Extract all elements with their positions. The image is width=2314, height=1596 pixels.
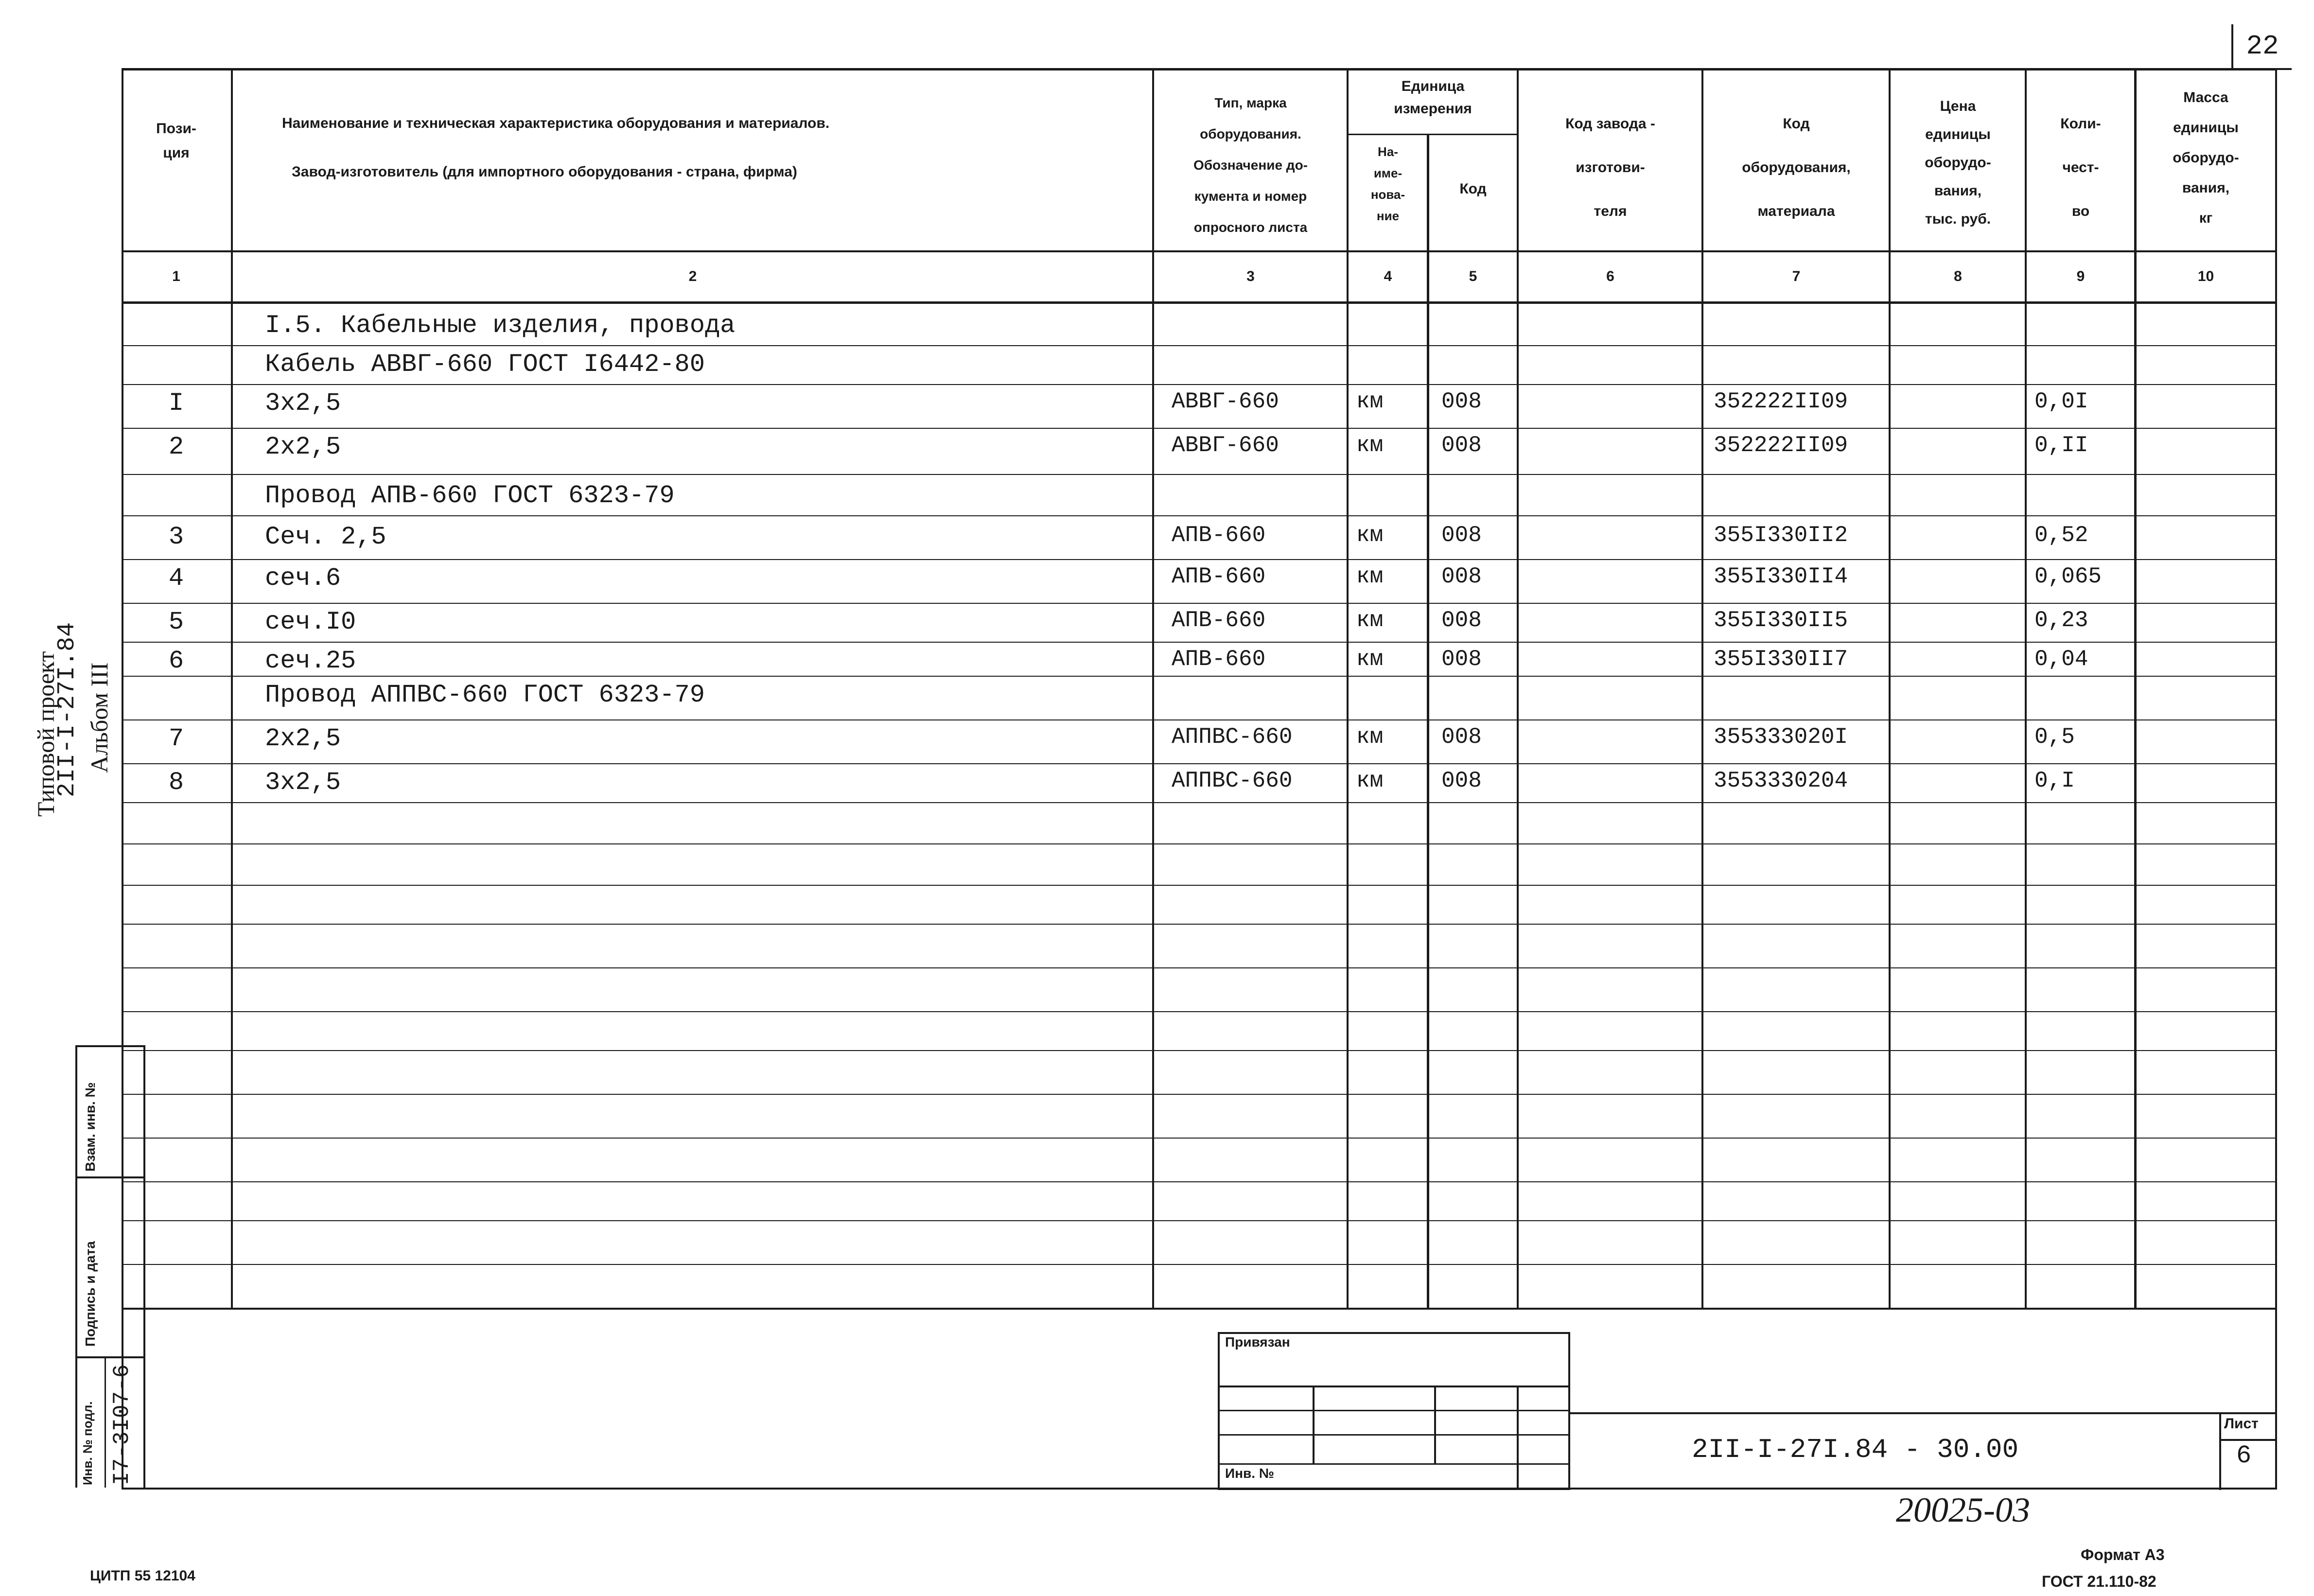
cell-name: сеч.6	[265, 564, 341, 593]
header-position: Пози- ция	[156, 121, 196, 161]
cell-name: 3х2,5	[265, 389, 341, 418]
colnum-9: 9	[2076, 268, 2085, 284]
cell-equipment-code: 355I330II4	[1714, 564, 1848, 589]
cell-unit-code: 008	[1441, 724, 1482, 750]
row-rule	[122, 843, 2275, 844]
side-label-vzam: Взам. инв. №	[83, 1082, 98, 1172]
cell-position: I	[168, 389, 184, 418]
cell-name: Сеч. 2,5	[265, 523, 386, 551]
row-rule	[122, 802, 2275, 803]
header-unit-code: Код	[1459, 181, 1487, 197]
colnum-3: 3	[1246, 268, 1255, 284]
side-strip-top	[75, 1045, 143, 1047]
cell-equipment-code: 352222II09	[1714, 389, 1848, 414]
row-rule	[122, 428, 2275, 429]
cell-position: 3	[168, 523, 184, 551]
side-project-line2: 2II-I-27I.84	[53, 622, 81, 797]
col-line-8	[2025, 68, 2027, 1308]
unit-subheader-rule	[1347, 134, 1517, 135]
stamp-vrule-2	[1434, 1386, 1436, 1463]
cell-type: АППВС-660	[1172, 724, 1293, 750]
cell-equipment-code: 355I330II2	[1714, 523, 1848, 548]
cell-name: 2х2,5	[265, 433, 341, 461]
cell-name: сеч.25	[265, 647, 356, 675]
row-rule	[122, 885, 2275, 886]
cell-quantity: 0,I	[2034, 768, 2075, 793]
row-rule	[122, 1050, 2275, 1051]
cell-unit: км	[1356, 608, 1384, 633]
side-label-inv-podl: Инв. № подл.	[80, 1401, 95, 1485]
cell-unit-code: 008	[1441, 433, 1482, 458]
header-quantity: Коли- чест- во	[2060, 116, 2101, 219]
cell-unit: км	[1356, 647, 1384, 672]
cell-name: I.5. Кабельные изделия, провода	[265, 311, 736, 340]
header-plant-code: Код завода - изготови- теля	[1565, 116, 1655, 219]
cell-name: сеч.I0	[265, 608, 356, 636]
row-rule	[122, 719, 2275, 720]
row-rule	[122, 1011, 2275, 1012]
colnum-10: 10	[2197, 268, 2214, 284]
header-unit-name: На- име- нова- ние	[1370, 144, 1405, 223]
cell-name: 2х2,5	[265, 724, 341, 753]
cell-name: Кабель АВВГ-660 ГОСТ I6442-80	[265, 350, 705, 379]
colnum-7: 7	[1792, 268, 1801, 284]
cell-equipment-code: 355I330II5	[1714, 608, 1848, 633]
colnum-6: 6	[1606, 268, 1614, 284]
cell-position: 7	[168, 724, 184, 753]
cell-unit-code: 008	[1441, 523, 1482, 548]
cell-unit-code: 008	[1441, 389, 1482, 414]
cell-quantity: 0,04	[2034, 647, 2088, 672]
colnum-2: 2	[688, 268, 697, 284]
cell-unit-code: 008	[1441, 768, 1482, 793]
frame-right-border	[2275, 68, 2277, 1488]
row-rule	[122, 474, 2275, 475]
row-rule	[122, 603, 2275, 604]
page-number-box	[2231, 24, 2292, 70]
cell-type: АВВГ-660	[1172, 433, 1279, 458]
cell-name: 3х2,5	[265, 768, 341, 797]
cell-unit-code: 008	[1441, 608, 1482, 633]
row-rule	[122, 1308, 2275, 1310]
header-unit: Единица измерения	[1394, 78, 1472, 117]
cell-unit: км	[1356, 724, 1384, 750]
row-rule	[122, 1220, 2275, 1221]
footer-left: ЦИТП 55 12104	[90, 1568, 195, 1584]
row-rule	[122, 1094, 2275, 1095]
row-rule	[122, 345, 2275, 346]
cell-unit: км	[1356, 523, 1384, 548]
cell-position: 2	[168, 433, 184, 461]
stamp-sheet-value: 6	[2236, 1441, 2252, 1470]
cell-quantity: 0,0I	[2034, 389, 2088, 414]
row-rule	[122, 1264, 2275, 1265]
cell-quantity: 0,52	[2034, 523, 2088, 548]
row-rule	[122, 924, 2275, 925]
header-name-line2: Завод-изготовитель (для импортного оборудования - страна, фирма)	[292, 164, 797, 180]
header-bottom-rule	[122, 250, 2275, 252]
colnum-bottom-rule	[122, 301, 2275, 304]
row-rule	[122, 642, 2275, 643]
col-line-5	[1517, 68, 1519, 1308]
col-line-6	[1701, 68, 1703, 1308]
cell-equipment-code: 352222II09	[1714, 433, 1848, 458]
colnum-4: 4	[1384, 268, 1392, 284]
col-line-4	[1427, 134, 1429, 1308]
cell-position: 4	[168, 564, 184, 593]
cell-position: 8	[168, 768, 184, 797]
table-top-border	[122, 68, 2275, 70]
stamp-inv-no: Инв. №	[1225, 1466, 1275, 1481]
row-rule	[122, 559, 2275, 560]
cell-name: Провод АПВ-660 ГОСТ 6323-79	[265, 481, 675, 510]
cell-position: 6	[168, 647, 184, 675]
cell-equipment-code: 355333020I	[1714, 724, 1848, 750]
col-line-7	[1889, 68, 1891, 1308]
side-strip-div1	[75, 1176, 143, 1178]
header-price: Цена единицы оборудо- вания, тыс. руб.	[1925, 98, 1991, 227]
handwritten-number: 20025-03	[1896, 1491, 2030, 1529]
cell-unit: км	[1356, 564, 1384, 589]
colnum-1: 1	[172, 268, 180, 284]
cell-unit: км	[1356, 768, 1384, 793]
stamp-doc-code: 2II-I-27I.84 - 30.00	[1692, 1434, 2019, 1465]
cell-type: АВВГ-660	[1172, 389, 1279, 414]
cell-quantity: 0,23	[2034, 608, 2088, 633]
cell-type: АППВС-660	[1172, 768, 1293, 793]
header-name-line1: Наименование и техническая характеристика оборудования и материалов.	[282, 115, 830, 131]
row-rule	[122, 515, 2275, 516]
cell-equipment-code: 355I330II7	[1714, 647, 1848, 672]
side-strip-right	[143, 1045, 145, 1488]
cell-type: АПВ-660	[1172, 608, 1266, 633]
stamp-vrule-3	[1517, 1386, 1519, 1490]
row-rule	[122, 1138, 2275, 1139]
cell-type: АПВ-660	[1172, 647, 1266, 672]
side-strip-mid	[105, 1356, 106, 1488]
side-inv-value: I7-3I07-6	[109, 1364, 135, 1485]
header-mass: Масса единицы оборудо- вания, кг	[2173, 89, 2239, 226]
side-strip-left	[75, 1045, 77, 1488]
side-label-podpis: Подпись и дата	[83, 1241, 98, 1347]
footer-gost: ГОСТ 21.110-82	[2042, 1573, 2156, 1590]
stamp-top-rule	[1570, 1412, 2275, 1414]
row-rule	[122, 384, 2275, 385]
colnum-5: 5	[1469, 268, 1477, 284]
row-rule	[122, 967, 2275, 968]
footer-format: Формат А3	[2081, 1546, 2165, 1563]
col-line-9	[2134, 68, 2137, 1308]
cell-type: АПВ-660	[1172, 564, 1266, 589]
cell-position: 5	[168, 608, 184, 636]
cell-unit: км	[1356, 389, 1384, 414]
colnum-8: 8	[1954, 268, 1962, 284]
row-rule	[122, 676, 2275, 677]
stamp-sheet-label: Лист	[2224, 1416, 2259, 1432]
cell-equipment-code: 3553330204	[1714, 768, 1848, 793]
cell-quantity: 0,II	[2034, 433, 2088, 458]
cell-quantity: 0,065	[2034, 564, 2102, 589]
stamp-sheet-rule	[2219, 1439, 2275, 1441]
col-line-2	[1152, 68, 1154, 1308]
row-rule	[122, 763, 2275, 764]
stamp-privyazan: Привязан	[1225, 1334, 1290, 1350]
col-line-3	[1347, 68, 1349, 1308]
header-type: Тип, марка оборудования. Обозначение до- кумента и номер опросного листа	[1193, 95, 1308, 235]
cell-unit: км	[1356, 433, 1384, 458]
row-rule	[122, 1181, 2275, 1182]
cell-type: АПВ-660	[1172, 523, 1266, 548]
header-equipment-code: Код оборудования, материала	[1742, 116, 1851, 219]
side-strip-div2	[75, 1356, 143, 1358]
cell-unit-code: 008	[1441, 564, 1482, 589]
cell-quantity: 0,5	[2034, 724, 2075, 750]
cell-name: Провод АППВС-660 ГОСТ 6323-79	[265, 681, 705, 709]
stamp-vrule-1	[1313, 1386, 1315, 1463]
side-project-line1: Типовой проект	[32, 651, 59, 817]
side-project-line3: Альбом III	[86, 662, 113, 773]
col-line-1	[231, 68, 233, 1308]
cell-unit-code: 008	[1441, 647, 1482, 672]
page-number: 22	[2246, 31, 2279, 62]
